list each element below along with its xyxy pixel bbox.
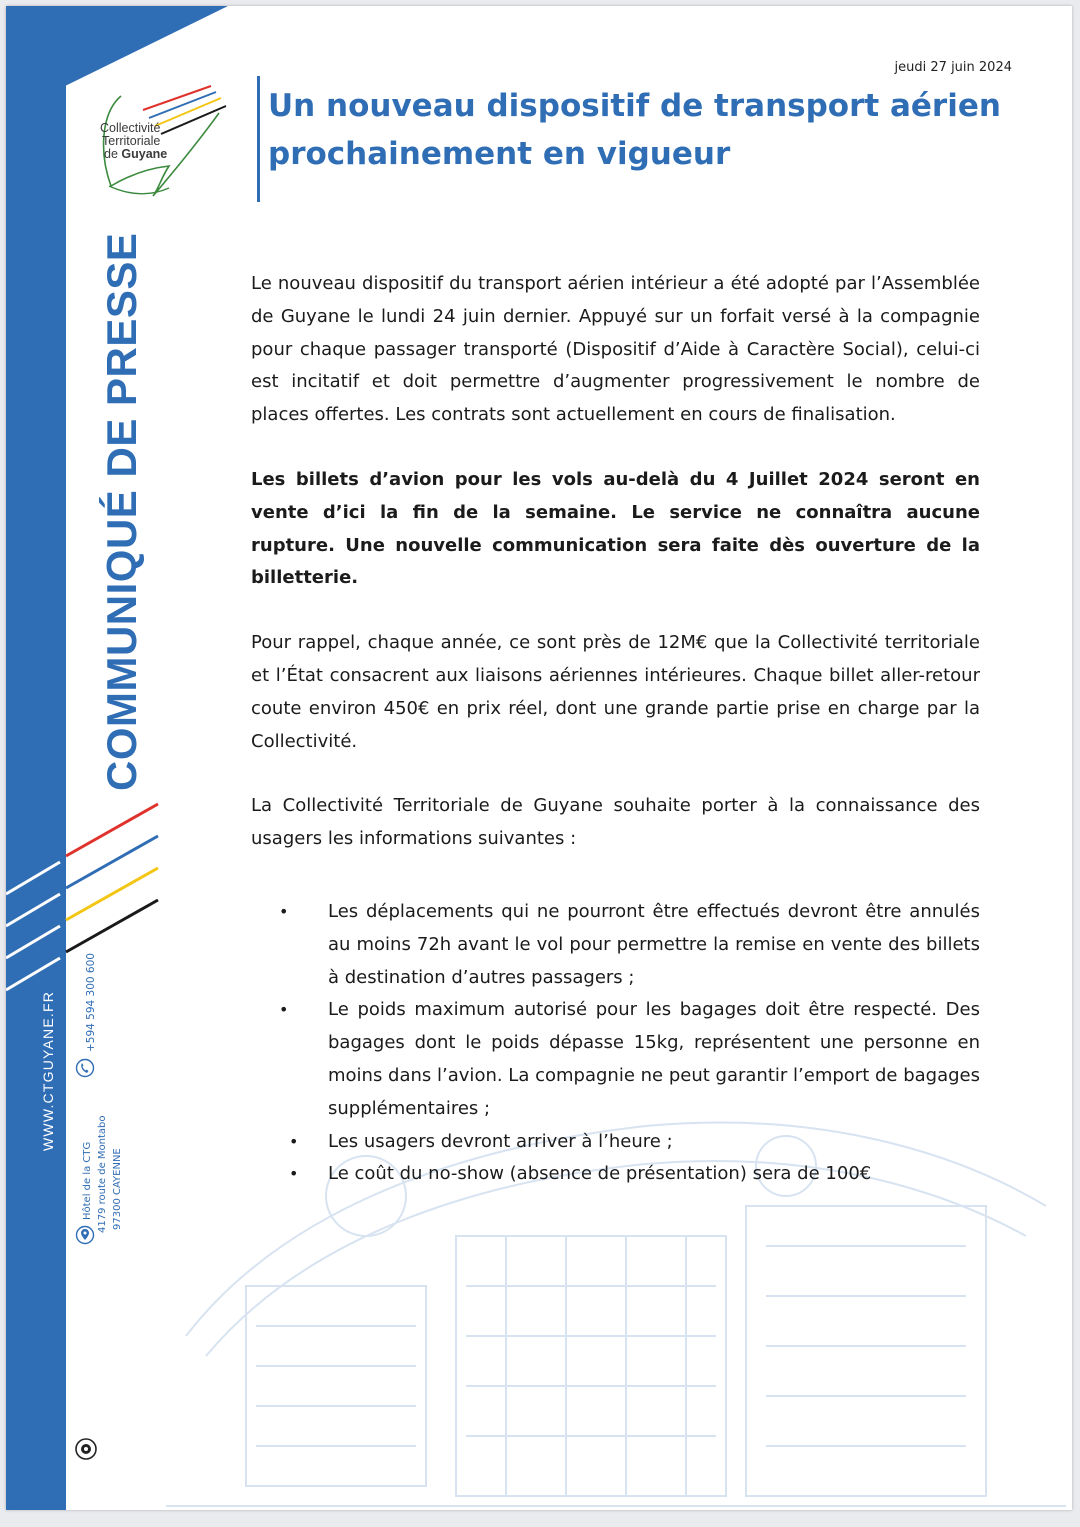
list-item (251, 896, 980, 994)
press-release-body (251, 268, 980, 1191)
phone-icon (75, 1058, 95, 1078)
phone-number[interactable]: +594 594 300 600 (85, 953, 97, 1052)
list-item-text: Le coût du no-show (absence de présentation) sera de 100€ (328, 1163, 872, 1185)
title-line-2: prochainement en vigueur (268, 136, 731, 172)
logo-line-3-prefix: de (104, 147, 122, 161)
logo-text (100, 122, 190, 161)
social-icon[interactable] (74, 1437, 98, 1461)
title-line-1: Un nouveau dispositif de transport aérien (268, 88, 1001, 124)
location-pin-icon (75, 1225, 95, 1245)
information-list (251, 896, 980, 1191)
bullet-symbol: • (279, 1000, 289, 1020)
logo-line-2: Territoriale (102, 134, 161, 148)
bullet-symbol: • (279, 901, 289, 921)
left-blue-band (6, 6, 66, 1510)
page-title (268, 82, 1028, 178)
list-item (251, 994, 980, 1125)
website-url[interactable]: WWW.CTGUYANE.FR (40, 990, 56, 1151)
address-line-3: 97300 CAYENNE (112, 1148, 123, 1230)
press-release-label: COMMUNIQUÉ DE PRESSE (98, 232, 145, 791)
logo-line-3 (100, 148, 190, 161)
paragraph-tickets: Les billets d’avion pour les vols au-delà du 4 Juillet 2024 seront en vente d’ici la fin de la semaine. Le service ne connaîtra aucune rupture. Une nouvelle communication sera faite dès ouverture de la billetterie. (251, 468, 980, 589)
bullet-symbol: • (289, 1131, 299, 1151)
list-item-text: Le poids maximum autorisé pour les bagages doit être respecté. Des bagages dont le poids dépasse 15kg, représentent une personne en moins dans l’avion. La compagnie ne peut garantir l’emport de bagages supplémentaires ; (328, 999, 980, 1119)
paragraph-intro: Le nouveau dispositif du transport aérien intérieur a été adopté par l’Assemblée de Guyane le lundi 24 juin dernier. Appuyé sur un forfait versé à la compagnie pour chaque passager transporté (Dispositif d’Aide à Caractère Social), celui-ci est incitatif et doit permettre d’augmenter progressivement le nombre de places offertes. Les contrats sont actuellement en cours de finalisation. (251, 273, 980, 426)
list-item-text: Les usagers devront arriver à l’heure ; (328, 1130, 673, 1152)
title-accent-rule (257, 76, 260, 202)
paragraph-information: La Collectivité Territoriale de Guyane souhaite porter à la connaissance des usagers les informations suivantes : (251, 795, 980, 850)
press-release-page (6, 6, 1072, 1510)
bullet-symbol: • (289, 1164, 299, 1184)
list-item (251, 1126, 980, 1159)
publication-date: jeudi 27 juin 2024 (894, 60, 1012, 75)
list-item-text: Les déplacements qui ne pourront être effectués devront être annulés au moins 72h avant le vol pour permettre la remise en vente des billets à destination d’autres passagers ; (328, 900, 980, 988)
logo-line-1: Collectivité (100, 121, 161, 135)
paragraph-reminder: Pour rappel, chaque année, ce sont près de 12M€ que la Collectivité territoriale et l’État consacrent aux liaisons aériennes intérieures. Chaque billet aller-retour coute environ 450€ en prix réel, dont une grande partie prise en charge par la Collectivité. (251, 632, 980, 752)
logo-line-3-strong: Guyane (121, 147, 168, 161)
address-line-2: 4179 route de Montabo (97, 1115, 108, 1233)
list-item (251, 1158, 980, 1191)
address-line-1: Hôtel de la CTG (82, 1141, 93, 1220)
